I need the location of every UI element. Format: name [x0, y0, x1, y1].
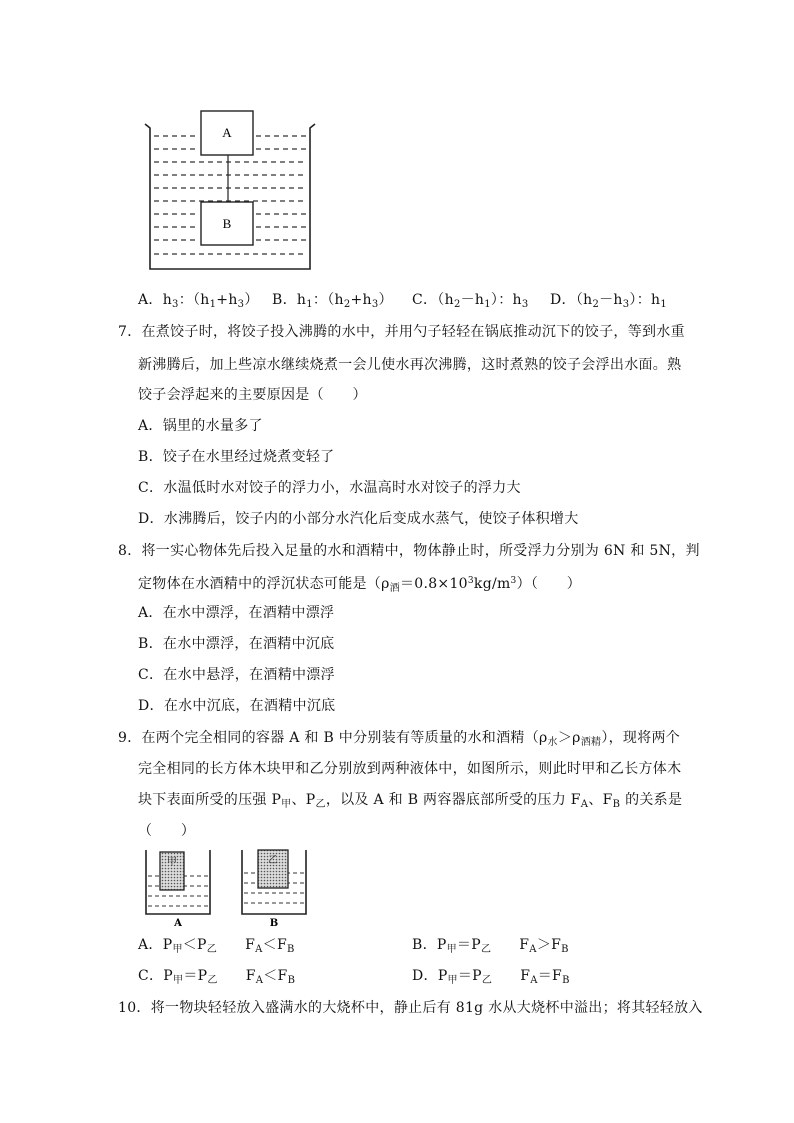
block-a-label: A	[222, 125, 232, 140]
q10-line-1: 10．将一物块轻轻放入盛满水的大烧杯中，静止后有 81g 水从大烧杯中溢出；将其轻轻放入	[118, 1000, 703, 1016]
q7-option-b: B．饺子在水里经过烧煮变轻了	[138, 449, 335, 465]
q7-line-3: 饺子会浮起来的主要原因是（ ）	[138, 387, 367, 403]
q9-line-2: 完全相同的长方体木块甲和乙分别放到两种液体中，如图所示，则此时甲和乙长方体木	[138, 761, 682, 777]
q8-option-c: C．在水中悬浮，在酒精中漂浮	[138, 667, 335, 683]
containers-figure	[140, 846, 320, 928]
beaker-figure	[140, 104, 320, 276]
q9-line-3: 块下表面所受的压强 $P_甲$、$P_乙$，以及 A 和 B 两容器底部所受的压力 $F_A$、$F_B$ 的关系是	[138, 792, 683, 810]
q6-option-d: D．$(h_2-h_3)$：$h_1$	[550, 292, 668, 310]
q6-option-b: B．$h_1$：$(h_2+h_3)$	[272, 292, 393, 310]
q9-option-d: D．$P_甲=P_乙$ $F_A=F_B$	[412, 968, 570, 986]
q8-line-2: 定物体在水酒精中的浮沉状态可能是$(\rho_酒=0.8\times 10^3kg/m^3)$（ ）	[138, 576, 582, 594]
q8-line-1: 8．将一实心物体先后投入足量的水和酒精中，物体静止时，所受浮力分别为 6N 和 5N，判	[118, 543, 700, 559]
block-yi-label: 乙	[268, 855, 278, 866]
q6-option-a: A．$h_3$：$(h_1+h_3)$	[138, 292, 259, 310]
q9-option-b: B．$P_甲=P_乙$ $F_A>F_B$	[412, 937, 569, 955]
q7-option-a: A．锅里的水量多了	[138, 418, 263, 434]
q9-option-a: A．$P_甲<P_乙$ $F_A<F_B$	[138, 937, 295, 955]
q9-option-c: C．$P_甲=P_乙$ $F_A<F_B$	[138, 968, 296, 986]
block-jia-label: 甲	[167, 857, 177, 868]
q6-option-c: C．$(h_2-h_1)$：$h_3$	[412, 292, 529, 310]
container-b-label: B	[269, 918, 279, 928]
q8-option-b: B．在水中漂浮，在酒精中沉底	[138, 636, 335, 652]
q7-option-c: C．水温低时水对饺子的浮力小，水温高时水对饺子的浮力大	[138, 480, 521, 496]
q7-option-d: D．水沸腾后，饺子内的小部分水汽化后变成水蒸气，使饺子体积增大	[138, 511, 579, 527]
q7-line-2: 新沸腾后，加上些凉水继续烧煮一会儿使水再次沸腾，这时煮熟的饺子会浮出水面。熟	[138, 357, 682, 373]
q8-option-a: A．在水中漂浮，在酒精中漂浮	[138, 605, 335, 621]
q9-line-4: （ ）	[138, 823, 196, 839]
container-a-label: A	[174, 918, 182, 928]
q9-line-1: 9．在两个完全相同的容器 A 和 B 中分别装有等质量的水和酒精$(\rho_水>\rho_{酒精})$，现将两个	[118, 730, 681, 748]
block-b-label: B	[222, 216, 232, 231]
q8-option-d: D．在水中沉底，在酒精中沉底	[138, 698, 336, 714]
q7-line-1: 7．在煮饺子时，将饺子投入沸腾的水中，并用勺子轻轻在锅底推动沉下的饺子，等到水重	[118, 324, 685, 340]
